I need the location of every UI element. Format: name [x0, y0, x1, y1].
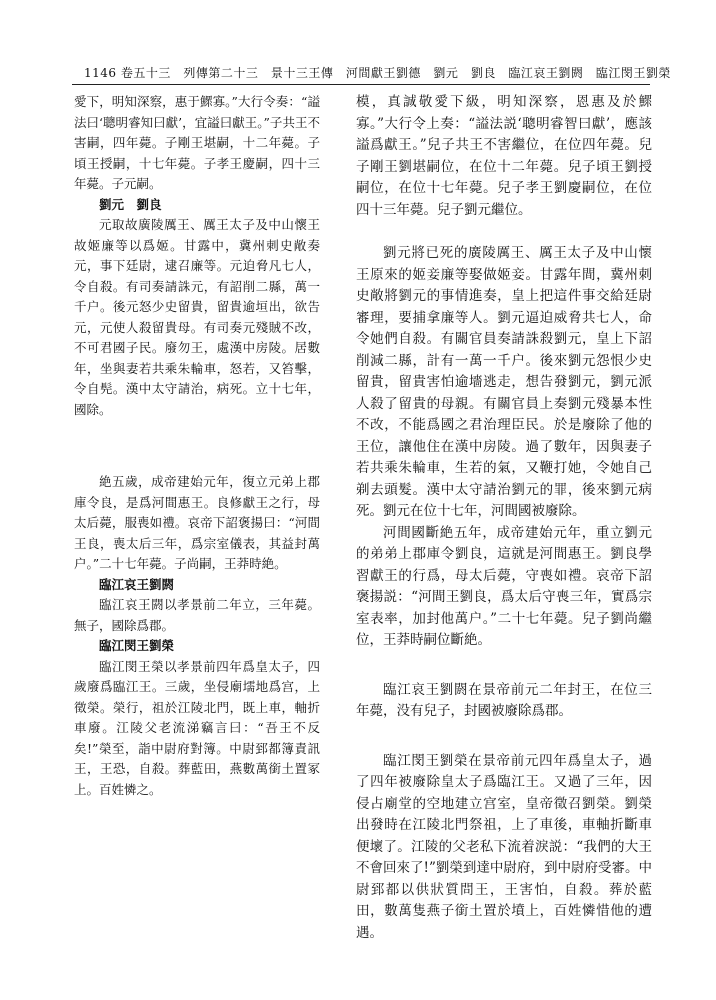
translation-paragraph-4: 臨江哀王劉閼在景帝前元二年封王，在位三年薨，没有兒子，封國被廢除爲郡。: [356, 681, 652, 719]
section-title-ai-wang: 臨江哀王劉閼: [99, 576, 175, 592]
translation-paragraph-1: 模，真誠敬愛下級，明知深察，恩惠及於鰥寡。”大行令上奏：“謚法説‘聰明睿智曰獻’，應該謚爲獻王。”兒子共王不害繼位，在位四年薨。兒子剛王劉堪嗣位，在位十二年薨。兒子頃王劉授嗣位，在位十七年薨。兒子孝王劉慶嗣位，在位四十三年薨。兒子劉元繼位。: [356, 94, 652, 218]
classical-paragraph-4: 臨江哀王閼以孝景前二年立，三年薨。無子，國除爲郡。: [74, 597, 320, 633]
translation-paragraph-5: 臨江閔王劉榮在景帝前元四年爲皇太子，過了四年被廢除皇太子爲臨江王。又過了三年，因侵占廟堂的空地建立宫室，皇帝徵召劉榮。劉榮出發時在江陵北門祭祖，上了車後，車軸折斷車便壞了。江陵的父老私下流着淚説：“我們的大王不會回來了!”劉榮到達中尉府，到中尉府受審。中尉郅都以供狀質問王，王害怕，自殺。葬於藍田，數萬隻燕子銜土置於墳上，百姓憐惜他的遭遇。: [356, 752, 652, 941]
classical-paragraph-3: 絶五歲，成帝建始元年，復立元弟上郡庫令良，是爲河間惠王。良修獻王之行，母太后薨，服喪如禮。哀帝下詔褒揚曰：“河間王良，喪太后三年，爲宗室儀表，其益封萬户。”二十七年薨。子尚嗣，王莽時絶。: [74, 474, 320, 571]
translation-paragraph-2: 劉元將已死的廣陵厲王、厲王太子及中山懷王原來的姬妾廉等娶做姬妾。甘露年間，冀州刺史敞將劉元的事情進奏，皇上把這件事交給廷尉審理，要捕拿廉等人。劉元逼迫威脅共七人，命令她們自殺。有關官員奏請誅殺劉元，皇上下詔削減二縣，計有一萬一千户。後來劉元怨恨少史留貴，留貴害怕逾墻逃走，想告發劉元，劉元派人殺了留貴的母親。有關官員上奏劉元殘暴本性不改，不能爲國之君治理臣民。於是廢除了他的王位，讓他住在漢中房陵。過了數年，因與妻子若共乘朱輪車，生若的氣，又鞭打她，令她自己剃去頭髮。漢中太守請治劉元的罪，後來劉元病死。劉元在位十七年，河間國被廢除。: [356, 245, 652, 519]
classical-paragraph-1: 愛下，明知深察，惠于鰥寡。”大行令奏：“謚法曰‘聰明睿知曰獻’，宜謚曰獻王。”子共王不害嗣，四年薨。子剛王堪嗣，十二年薨。子頃王授嗣，十七年薨。子孝王慶嗣，四十三年薨。子元嗣。: [74, 94, 320, 191]
section-title-min-wang: 臨江閔王劉榮: [99, 638, 175, 653]
classical-text-column: [74, 92, 320, 800]
header-rule: [72, 84, 650, 85]
translation-paragraph-3: 河間國斷絶五年，成帝建始元年，重立劉元的弟弟上郡庫令劉良，這就是河間惠王。劉良學習獻王的行爲，母太后薨，守喪如禮。哀帝下詔褒揚説：“河間王劉良，爲太后守喪三年，實爲宗室表率，加封他萬户。”二十七年薨。兒子劉尚繼位，王莽時嗣位斷絶。: [356, 524, 652, 648]
classical-paragraph-5: 臨江閔王榮以孝景前四年爲皇太子，四歲廢爲臨江王。三歲，坐侵廟壖地爲宫，上徵榮。榮行，祖於江陵北門，既上車，軸折車廢。江陵父老流涕竊言曰：“吾王不反矣!”榮至，詣中尉府對簿。中尉郅都簿責訊王，王恐，自殺。葬藍田，燕數萬銜土置冢上。百姓憐之。: [74, 658, 320, 797]
page-header: 1146 卷五十三 列傳第二十三 景十三王傳 河間獻王劉德 劉元 劉良 臨江哀王劉閼 臨江閔王劉榮: [84, 66, 671, 80]
modern-translation-column: [356, 92, 652, 944]
section-title-liu-yuan: 劉元 劉良: [99, 196, 162, 212]
classical-paragraph-2: 元取故廣陵厲王、厲王太子及中山懷王故姬廉等以爲姬。甘露中，冀州刺史敞奏元，事下廷尉，逮召廉等。元迫脅凡七人，令自殺。有司奏請誅元，有詔削二縣，萬一千户。後元怒少史留貴，留貴逾垣出，欲告元，元使人殺留貴母。有司奏元殘賊不改，不可君國子民。廢勿王，處漢中房陵。居數年，坐與妻若共乘朱輪車，怒若，又笞擊，令自髡。漢中太守請治，病死。立十七年，國除。: [74, 217, 320, 417]
